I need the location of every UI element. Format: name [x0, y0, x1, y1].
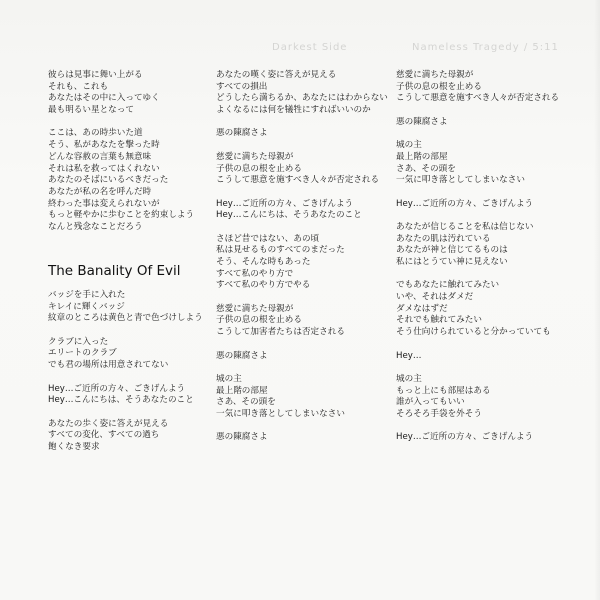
lyric-line: 城の主 [396, 140, 422, 151]
lyric-line: あなたのそばにいるべきだった [48, 175, 169, 186]
lyric-line: すべて私のやり方で [216, 268, 294, 279]
lyric-line: あなたの肌は汚れている [396, 233, 491, 244]
lyric-line: キレイに輝くバッジ [48, 301, 125, 312]
lyric-line: なんと残念なことだろう [48, 221, 143, 232]
lyric-line: すべての変化、すべての過ち [48, 430, 160, 441]
lyric-line: 悪の陳腐さよ [216, 128, 268, 139]
lyric-line: 慈愛に満ちた母親が [216, 151, 294, 162]
lyric-line: ここは、あの時歩いた道 [48, 128, 143, 139]
lyric-line: 城の主 [216, 373, 242, 384]
lyrics-column-1 [48, 70, 203, 454]
lyric-line: それも、これも [48, 81, 109, 92]
lyric-line: 一気に叩き落としてしまいなさい [216, 408, 345, 419]
lyric-line: Hey…ご近所の方々、ごきげんよう [396, 198, 534, 209]
lyric-line: すべての損出 [216, 81, 268, 92]
lyric-line: 慈愛に満ちた母親が [396, 70, 474, 80]
lyric-line: あなたが神と信じてるものは [396, 245, 508, 256]
lyric-line: 飽くなき要求 [48, 441, 100, 452]
lyric-line: あなたの嘆く姿に答えが見える [216, 70, 337, 80]
lyric-line: もっと軽やかに歩むことを約束しよう [48, 210, 195, 221]
lyric-line: Hey… [396, 350, 422, 361]
lyric-line: 私は見せるものすべてのまだった [216, 245, 345, 256]
lyric-line: 誰が入ってもいい [396, 397, 465, 408]
lyric-line: 慈愛に満ちた母親が [216, 303, 294, 314]
lyric-line: それは私を救ってはくれない [48, 163, 160, 174]
lyric-line: 最上階の部屋 [216, 385, 268, 396]
lyric-line: さあ、その頭を [396, 163, 456, 174]
lyric-line: すべて私のやり方でやる [216, 280, 311, 291]
lyric-line: 紋章のところは黄色と青で色づけしよう [48, 313, 203, 324]
lyric-line: 最も明るい星となって [48, 105, 134, 116]
lyric-line: そう、そんな時もあった [216, 257, 311, 267]
lyric-line: 子供の息の根を止める [216, 163, 302, 174]
lyric-line: 最上階の部屋 [396, 151, 448, 162]
bleed-through-text-left: Darkest Side [272, 42, 348, 53]
lyric-line: ダメなはずだ [396, 303, 448, 314]
lyric-line: どんな容赦の言葉も無意味 [48, 151, 152, 162]
lyric-line: エリートのクラブ [48, 348, 117, 359]
lyric-line: 子供の息の根を止める [216, 315, 302, 326]
lyric-line: そろそろ手袋を外そう [396, 408, 482, 419]
lyric-line: でもあなたに触れてみたい [396, 280, 500, 291]
lyric-line: Hey…ご近所の方々、ごきげんよう [48, 383, 186, 394]
lyric-line: こうして悪意を施すべき人々が否定される [396, 93, 560, 104]
bleed-through-text-right: Nameless Tragedy / 5:11 [412, 42, 559, 53]
lyric-line: Hey…こんにちは、そうあなたのこと [216, 210, 362, 221]
lyric-line: Hey…こんにちは、そうあなたのこと [48, 395, 194, 406]
lyric-line: Hey…ご近所の方々、ごきげんよう [396, 432, 534, 443]
lyric-line: そう、私があなたを撃った時 [48, 140, 160, 151]
lyric-line: 悪の陳腐さよ [216, 432, 268, 443]
lyric-line: そう仕向けられていると分かっていても [396, 327, 551, 338]
lyric-line: でも君の場所は用意されてない [48, 360, 169, 371]
lyric-line: 終わった事は変えられないが [48, 198, 160, 209]
lyric-line: よくなるには何を犠牲にすればいいのか [216, 105, 371, 116]
song-title: The Banality Of Evil [48, 263, 181, 279]
lyric-line: 悪の陳腐さよ [396, 116, 448, 127]
lyric-line: クラブに入った [48, 336, 109, 347]
lyric-line: 子供の息の根を止める [396, 81, 482, 92]
lyric-line: いや、それはダメだ [396, 292, 474, 303]
lyrics-column-2 [216, 70, 388, 444]
lyric-line: こうして加害者たちは否定される [216, 327, 345, 338]
lyric-line: 一気に叩き落としてしまいなさい [396, 175, 525, 186]
lyric-line: どうしたら満ちるか、あなたにはわからない [216, 93, 388, 104]
lyric-line: それでも触れてみたい [396, 315, 482, 326]
lyric-line: 悪の陳腐さよ [216, 350, 268, 361]
lyric-line: もっと上にも部屋はある [396, 385, 491, 396]
lyric-line: 城の主 [396, 373, 422, 384]
lyric-line: あなたが私の名を呼んだ時 [48, 186, 152, 197]
lyric-line: あなたはその中に入ってゆく [48, 93, 160, 104]
lyric-line: Hey…ご近所の方々、ごきげんよう [216, 198, 354, 209]
lyric-line: さほど昔ではない、あの頃 [216, 233, 320, 244]
lyric-line: 彼らは見事に舞い上がる [48, 70, 143, 80]
lyric-line: あなたの歩く姿に答えが見える [48, 418, 169, 429]
lyric-line: さあ、その頭を [216, 397, 276, 408]
page-edge-shadow [594, 0, 600, 600]
lyric-line: こうして悪意を施すべき人々が否定される [216, 175, 380, 186]
lyrics-column-3 [396, 70, 559, 444]
lyric-line: バッジを手に入れた [48, 290, 126, 300]
lyric-line: 私にはとうてい神に見えない [396, 257, 508, 267]
lyric-line: あなたが信じることを私は信じない [396, 221, 534, 232]
